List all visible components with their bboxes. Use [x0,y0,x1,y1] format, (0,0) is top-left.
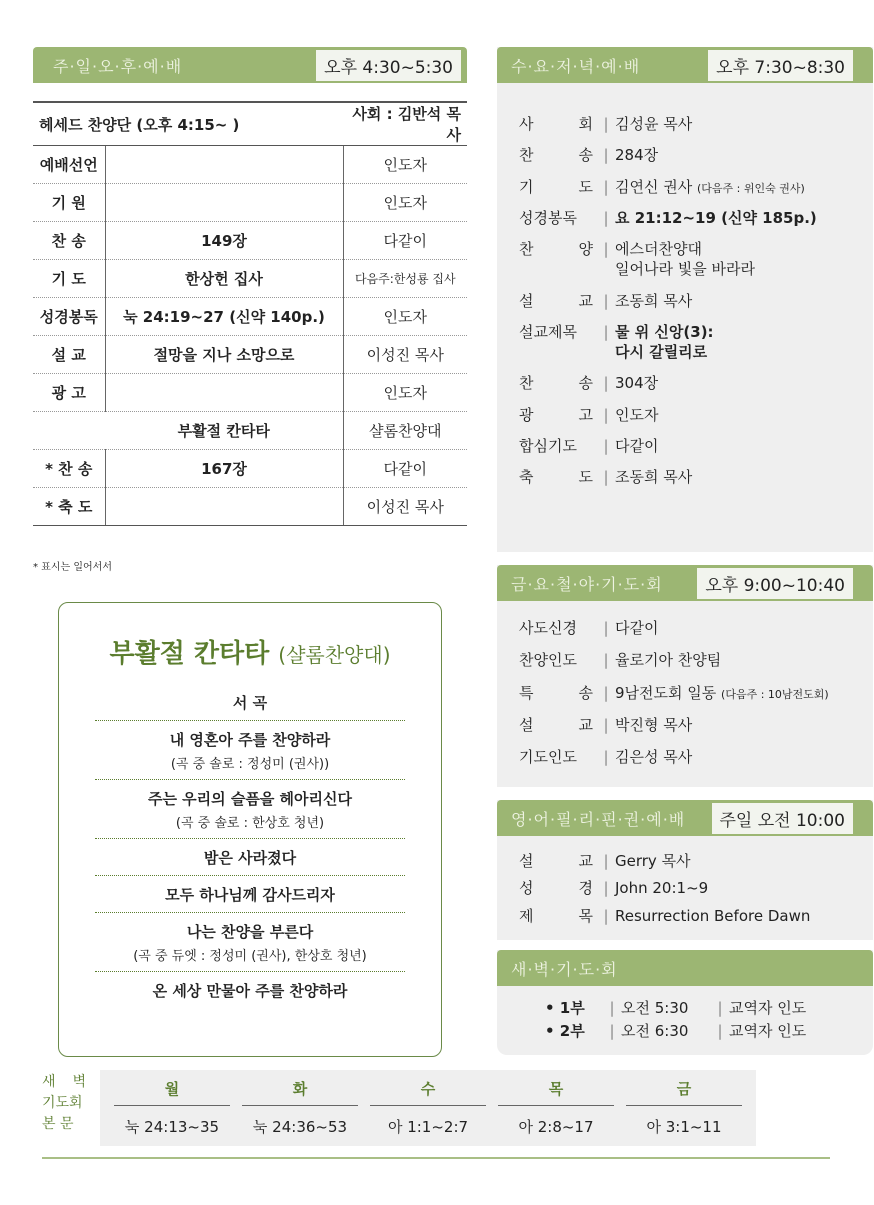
row-value-text: 에스더찬양대 [615,240,702,258]
row-value [615,747,869,767]
row-leader: 다음주:한성룡 집사 [343,260,467,298]
sunday-service-title: 주·일·오·후·예·배 [53,56,183,76]
host-cell: 사회 : 김반석 목사 [343,102,467,146]
dawn-time: 오전 5:30 [621,999,689,1017]
dawn-leader: 교역자 인도 [729,1022,807,1041]
divider: | [603,208,609,227]
wednesday-row [519,436,859,456]
dawn-time: 오전 6:30 [621,1022,689,1041]
dawn-prayer-header [497,950,873,986]
row-content: 눅 24:19~27 (신약 140p.) [105,298,343,336]
sunday-row [33,488,467,526]
friday-row [519,683,869,703]
divider: | [603,322,609,341]
row-key: 사 회 [519,115,593,133]
divider: | [603,436,609,455]
row-label: 기 도 [33,260,105,298]
divider: | [603,405,609,424]
cantata-title: 부활절 칸타타 (샬롬찬양대) [109,639,391,669]
cantata-song: 주는 우리의 슬픔을 헤아리신다 [147,790,353,808]
wednesday-service-time: 오후 7:30~8:30 [708,50,853,81]
day-header: 화 [242,1078,358,1106]
divider: | [603,468,609,486]
wednesday-row [519,208,859,228]
standing-note: * 표시는 일어서서 [33,562,112,573]
cantata-item [95,876,405,913]
row-value-text: 김성윤 목사 [615,115,693,133]
cantata-song: 내 영혼아 주를 찬양하라 [169,731,331,749]
row-leader: 이성진 목사 [343,488,467,526]
row-value-text: 김은성 목사 [615,748,693,766]
row-value-line2: 일어나라 빛을 바라라 [615,260,755,279]
row-content: 절망을 지나 소망으로 [105,336,343,374]
day-header: 월 [114,1078,230,1106]
row-key: 축 도 [519,468,593,486]
row-label: 설 교 [33,336,105,374]
sunday-row [33,146,467,184]
row-key: 기 도 [519,177,593,196]
cantata-choir: (샬롬찬양대) [278,643,391,667]
praise-team-cell: 헤세드 찬양단 (오후 4:15~ ) [33,102,343,146]
row-value [615,851,869,871]
row-leader: 샬롬찬양대 [343,412,467,450]
dawn-part: • 2부 [545,1022,585,1041]
cantata-soloist: (곡 중 듀엣 : 정성미 (권사), 한상호 청년) [133,949,367,964]
friday-row [519,715,869,735]
row-value-text: 284장 [615,146,659,165]
divider: | [603,619,609,637]
row-key: 제 목 [519,906,593,925]
row-value [615,715,869,735]
friday-service-time: 오후 9:00~10:40 [697,568,853,599]
row-value [615,405,859,425]
row-key: 찬양인도 [519,651,577,670]
english-service-header [497,800,873,836]
english-service-title: 영·어·필·리·핀·권·예·배 [511,809,686,829]
wednesday-row [519,145,859,165]
english-service-time: 주일 오전 10:00 [712,803,854,834]
row-content: 한상헌 집사 [105,260,343,298]
row-value [615,177,859,197]
friday-row [519,618,869,638]
cantata-item [95,721,405,780]
cantata-item [95,972,405,1008]
row-content [105,374,343,412]
row-key: 설교제목 [519,322,577,341]
row-key: 찬 양 [519,240,593,258]
divider: | [603,177,609,196]
dawn-part: • 1부 [545,999,585,1017]
row-value-text: 요 21:12~19 (신약 185p.) [615,208,817,227]
friday-rows [519,618,869,779]
row-value-line2: 다시 갈릴리로 [615,343,708,361]
divider: | [603,683,609,702]
cantata-song: 나는 찬양을 부른다 [186,923,314,941]
row-leader: 인도자 [343,184,467,222]
row-key: 설 교 [519,715,593,734]
row-label: 예배선언 [33,146,105,184]
day-verse: 아 1:1~2:7 [387,1118,469,1136]
row-label [33,412,105,450]
row-label: * 찬 송 [33,450,105,488]
row-value [615,322,859,363]
wednesday-service-header [497,47,873,83]
row-value-text: 조동희 목사 [615,291,693,310]
row-key: 기도인도 [519,748,577,766]
row-value-text: 물 위 신앙(3): [615,322,714,341]
row-key: 찬 송 [519,374,593,393]
cantata-item [95,684,405,721]
divider: | [603,852,609,870]
dawn-text-table [100,1070,756,1146]
row-value [615,208,859,228]
wednesday-row [519,177,859,197]
english-row [519,878,869,898]
divider: | [603,715,609,734]
friday-row [519,747,869,767]
row-key: 광 고 [519,405,593,424]
divider: | [603,146,609,165]
sunday-service-header [33,47,467,83]
cantata-song: 서 곡 [232,694,268,712]
row-value-text: 율로기아 찬양팀 [615,651,722,670]
row-label: 찬 송 [33,222,105,260]
row-value-text: John 20:1~9 [615,879,709,898]
day-verse: 눅 24:36~53 [252,1118,348,1136]
row-label: 성경봉독 [33,298,105,336]
day-verse: 아 2:8~17 [518,1118,594,1136]
wednesday-row [519,239,859,280]
row-content [105,146,343,184]
row-value-text: Resurrection Before Dawn [615,906,811,925]
dawn-leader: 교역자 인도 [729,999,807,1017]
row-leader: 인도자 [343,146,467,184]
row-value [615,436,859,456]
wednesday-row [519,291,859,311]
divider: | [609,1022,615,1041]
sunday-row [33,298,467,336]
row-value [615,878,869,898]
row-key: 성 경 [519,879,593,898]
divider: | [603,651,609,670]
row-leader: 인도자 [343,374,467,412]
row-content [105,488,343,526]
row-value [615,906,869,926]
row-value-text: 9남전도회 일동 [615,683,717,702]
sunday-row [33,184,467,222]
row-value-text: 인도자 [615,405,659,424]
row-leader: 인도자 [343,298,467,336]
wednesday-service-title: 수·요·저·녁·예·배 [511,56,641,76]
row-value [615,291,859,311]
row-label: * 축 도 [33,488,105,526]
row-label: 기 원 [33,184,105,222]
cantata-item [95,913,405,972]
cantata-item [95,839,405,876]
sunday-order-table [33,101,467,526]
day-header: 수 [370,1078,486,1106]
english-row [519,906,869,926]
row-value-text: 304장 [615,374,659,393]
cantata-soloist: (곡 중 솔로 : 정성미 (권사)) [170,757,330,772]
friday-service-header [497,565,873,601]
row-leader: 이성진 목사 [343,336,467,374]
row-key: 성경봉독 [519,208,577,227]
dawn-text-label: 새 벽 기도회 본 문 [42,1074,86,1132]
sunday-row [33,260,467,298]
row-content [105,184,343,222]
divider: | [609,999,615,1017]
divider: | [603,906,609,925]
wednesday-row [519,373,859,393]
english-row [519,851,869,871]
divider: | [603,374,609,393]
sunday-row [33,222,467,260]
row-key: 설 교 [519,852,593,870]
dawn-rows [545,998,865,1045]
wednesday-rows [519,114,859,498]
wednesday-row [519,467,859,487]
divider: | [603,291,609,310]
divider: | [717,1022,723,1041]
row-key: 합심기도 [519,436,577,455]
row-value [615,114,859,134]
dawn-prayer-title: 새·벽·기·도·회 [511,959,618,979]
cantata-soloist: (곡 중 솔로 : 한상호 청년) [175,816,325,831]
day-verse: 아 3:1~11 [646,1118,722,1136]
row-value [615,373,859,393]
row-value-text: 다같이 [615,619,659,637]
cantata-song: 모두 하나님께 감사드리자 [165,886,335,904]
row-key: 특 송 [519,683,593,702]
row-content: 167장 [105,450,343,488]
day-verse: 눅 24:13~35 [124,1118,220,1136]
row-value-text: Gerry 목사 [615,852,691,870]
day-header: 금 [626,1078,742,1106]
row-leader: 다같이 [343,222,467,260]
dawn-row [545,998,865,1018]
row-label: 광 고 [33,374,105,412]
row-value [615,683,869,703]
row-key: 찬 송 [519,146,593,165]
friday-row [519,650,869,670]
sunday-row [33,374,467,412]
wednesday-row [519,114,859,134]
row-value-text: 박진형 목사 [615,715,693,734]
row-leader: 다같이 [343,450,467,488]
row-value [615,467,859,487]
cantata-song: 밤은 사라졌다 [203,849,297,867]
row-value-text: 김연신 권사 [615,177,693,196]
row-content: 부활절 칸타타 [105,412,343,450]
sunday-service-time: 오후 4:30~5:30 [316,50,461,81]
row-note: (다음주 : 10남전도회) [721,687,829,701]
row-value [615,618,869,638]
cantata-item [95,780,405,839]
dawn-row [545,1021,865,1041]
day-header: 목 [498,1078,614,1106]
divider: | [603,115,609,133]
row-key: 사도신경 [519,619,577,637]
cantata-box [58,602,442,1057]
divider: | [717,999,723,1017]
cantata-song: 온 세상 만물아 주를 찬양하라 [152,982,348,1000]
sunday-row [33,450,467,488]
row-value [615,650,869,670]
bottom-rule [42,1157,830,1159]
wednesday-row [519,405,859,425]
row-value [615,145,859,165]
divider: | [603,748,609,766]
row-content: 149장 [105,222,343,260]
row-value [615,239,859,280]
sunday-row [33,412,467,450]
row-value-text: 다같이 [615,436,659,455]
row-key: 설 교 [519,291,593,310]
divider: | [603,240,609,258]
english-rows [519,851,869,933]
row-note: (다음주 : 위인숙 권사) [697,181,805,195]
divider: | [603,879,609,898]
friday-service-title: 금·요·철·야·기·도·회 [511,574,663,594]
sunday-row [33,336,467,374]
row-value-text: 조동희 목사 [615,468,693,486]
wednesday-row [519,322,859,363]
